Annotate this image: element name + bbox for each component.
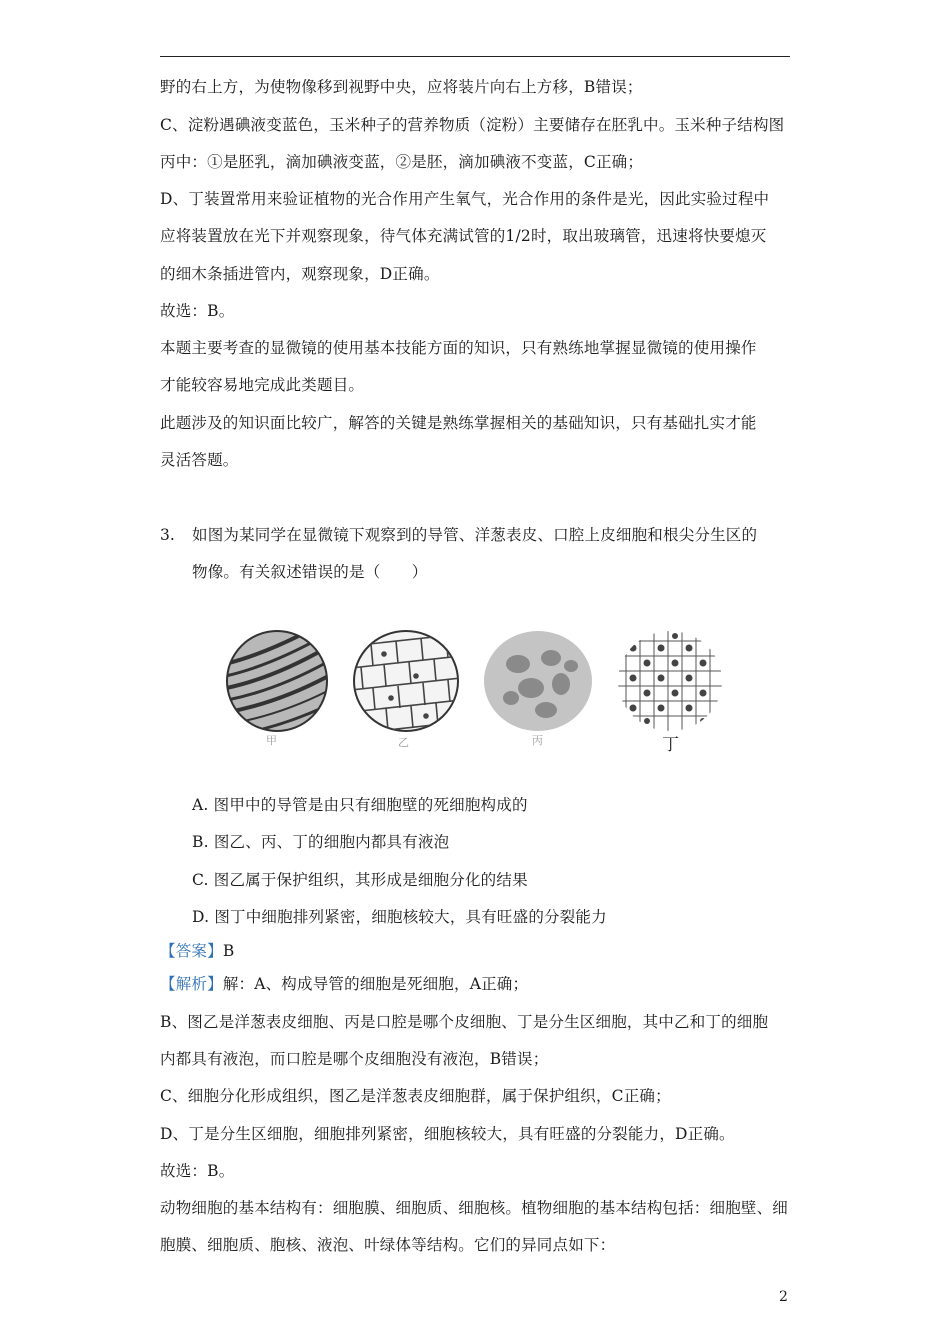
label-yi: 乙 [398,736,409,749]
analysis-line: 内都具有液泡，而口腔是哪个皮细胞没有液泡，B错误； [160,1050,549,1068]
analysis-text: 解：A、构成导管的细胞是死细胞，A正确； [222,975,529,993]
option-b: B. 图乙、丙、丁的细胞内都具有液泡 [192,833,450,851]
answer-tag: 【答案】 [160,942,223,960]
microscope-figure [226,626,722,756]
text-line: 丙中：①是胚乳，滴加碘液变蓝，②是胚，滴加碘液不变蓝，C正确； [160,153,644,171]
text-line: 才能较容易地完成此类题目。 [160,376,365,394]
answer-line [160,941,234,961]
image-yi-onion-epidermis [351,631,461,734]
option-a: A. 图甲中的导管是由只有细胞壁的死细胞构成的 [192,796,528,814]
analysis-line: 胞膜、细胞质、胞核、液泡、叶绿体等结构。它们的异同点如下： [160,1236,616,1254]
text-line: 灵活答题。 [160,451,239,469]
analysis-first-line [160,974,528,994]
label-ding: 丁 [662,735,679,755]
text-line: 野的右上方，为使物像移到视野中央，应将装片向右上方移，B错误； [160,78,643,96]
analysis-line: D、丁是分生区细胞，细胞排列紧密，细胞核较大，具有旺盛的分裂能力，D正确。 [160,1125,735,1143]
image-bing-oral-cells [484,631,592,731]
question-stem: 物像。有关叙述错误的是（ ） [192,563,428,581]
analysis-tag: 【解析】 [160,975,223,993]
header-rule [160,56,790,57]
label-jia: 甲 [266,734,277,747]
label-bing: 丙 [532,734,543,747]
analysis-line: C、细胞分化形成组织，图乙是洋葱表皮细胞群，属于保护组织，C正确； [160,1087,671,1105]
question-number: 3. [160,526,175,544]
option-c: C. 图乙属于保护组织，其形成是细胞分化的结果 [192,871,528,889]
option-d: D. 图丁中细胞排列紧密，细胞核较大，具有旺盛的分裂能力 [192,908,607,926]
text-line: D、丁装置常用来验证植物的光合作用产生氧气，光合作用的条件是光，因此实验过程中 [160,190,770,208]
text-line: C、淀粉遇碘液变蓝色，玉米种子的营养物质（淀粉）主要储存在胚乳中。玉米种子结构图 [160,116,785,134]
analysis-line: B、图乙是洋葱表皮细胞、丙是口腔是哪个皮细胞、丁是分生区细胞，其中乙和丁的细胞 [160,1013,769,1031]
analysis-line: 动物细胞的基本结构有：细胞膜、细胞质、细胞核。植物细胞的基本结构包括：细胞壁、细 [160,1199,789,1217]
page-number: 2 [779,1289,788,1305]
analysis-line: 故选：B。 [160,1162,235,1180]
answer-value: B [222,942,235,960]
image-jia-vessel [226,626,371,750]
text-line: 故选：B。 [160,302,235,320]
text-line: 此题涉及的知识面比较广，解答的关键是熟练掌握相关的基础知识，只有基础扎实才能 [160,414,757,432]
text-line: 应将装置放在光下并观察现象，待气体充满试管的1/2时，取出玻璃管，迅速将快要熄灭 [160,227,767,245]
text-line: 本题主要考查的显微镜的使用基本技能方面的知识，只有熟练地掌握显微镜的使用操作 [160,339,757,357]
microscope-images [226,626,722,756]
image-ding-meristem [618,626,722,736]
text-line: 的细木条插进管内，观察现象，D正确。 [160,265,440,283]
question-stem: 如图为某同学在显微镜下观察到的导管、洋葱表皮、口腔上皮细胞和根尖分生区的 [192,526,758,544]
